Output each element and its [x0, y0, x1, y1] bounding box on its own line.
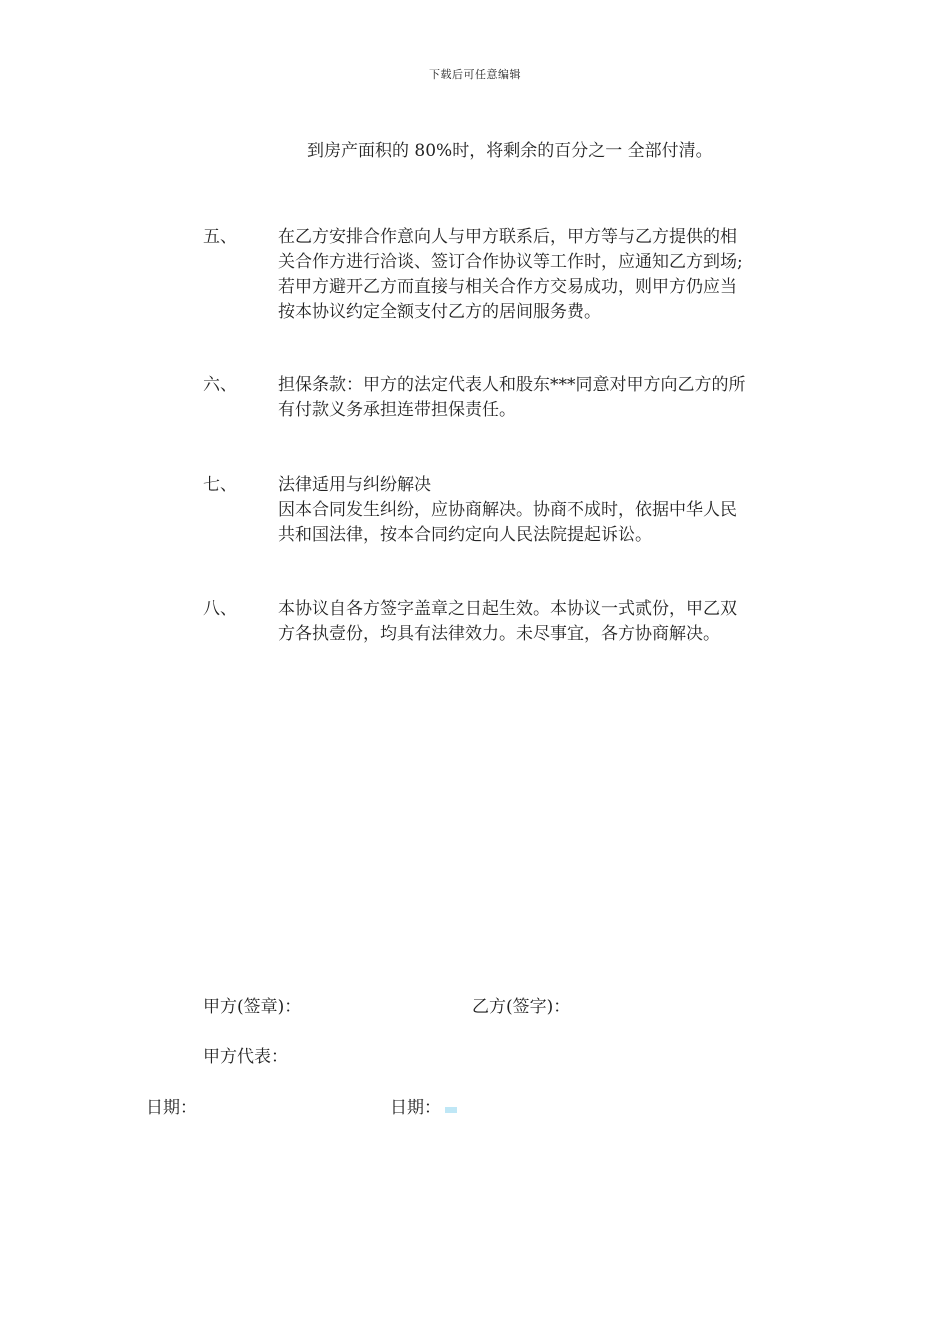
highlight-mark: [445, 1107, 457, 1113]
page-header: 下载后可任意编辑: [429, 68, 521, 81]
section-line: 本协议自各方签字盖章之日起生效。本协议一式贰份，甲乙双: [278, 599, 737, 619]
section-line: 因本合同发生纠纷，应协商解决。协商不成时，依据中华人民: [278, 500, 737, 520]
section-line: 方各执壹份，均具有法律效力。未尽事宜，各方协商解决。: [278, 624, 720, 644]
section-number: 六、: [203, 375, 237, 395]
date-right-label: 日期：: [390, 1098, 441, 1118]
section-line: 关合作方进行洽谈、签订合作协议等工作时，应通知乙方到场;: [278, 252, 743, 272]
section-body: [278, 373, 813, 423]
section-number: 八、: [203, 599, 237, 619]
section-line: 法律适用与纠纷解决: [278, 475, 431, 495]
section-line: 按本协议约定全额支付乙方的居间服务费。: [278, 302, 601, 322]
section-line: 在乙方安排合作意向人与甲方联系后，甲方等与乙方提供的相: [278, 227, 737, 247]
section-line: 担保条款：甲方的法定代表人和股东***同意对甲方向乙方的所: [278, 375, 746, 395]
section-body: [278, 597, 813, 647]
party-a-seal-label: 甲方(签章)：: [203, 997, 302, 1017]
continuation-text: 到房产面积的 80%时，将剩余的百分之一 全部付清。: [307, 141, 713, 161]
party-b-sign-label: 乙方(签字)：: [472, 997, 571, 1017]
party-a-rep-label: 甲方代表：: [203, 1047, 288, 1067]
section-line: 有付款义务承担连带担保责任。: [278, 400, 516, 420]
date-left-label: 日期：: [146, 1098, 197, 1118]
section-body: [278, 225, 813, 325]
section-line: 若甲方避开乙方而直接与相关合作方交易成功，则甲方仍应当: [278, 277, 737, 297]
section-number: 五、: [203, 227, 237, 247]
section-number: 七、: [203, 475, 237, 495]
section-body: [278, 473, 813, 548]
section-line: 共和国法律，按本合同约定向人民法院提起诉讼。: [278, 525, 652, 545]
